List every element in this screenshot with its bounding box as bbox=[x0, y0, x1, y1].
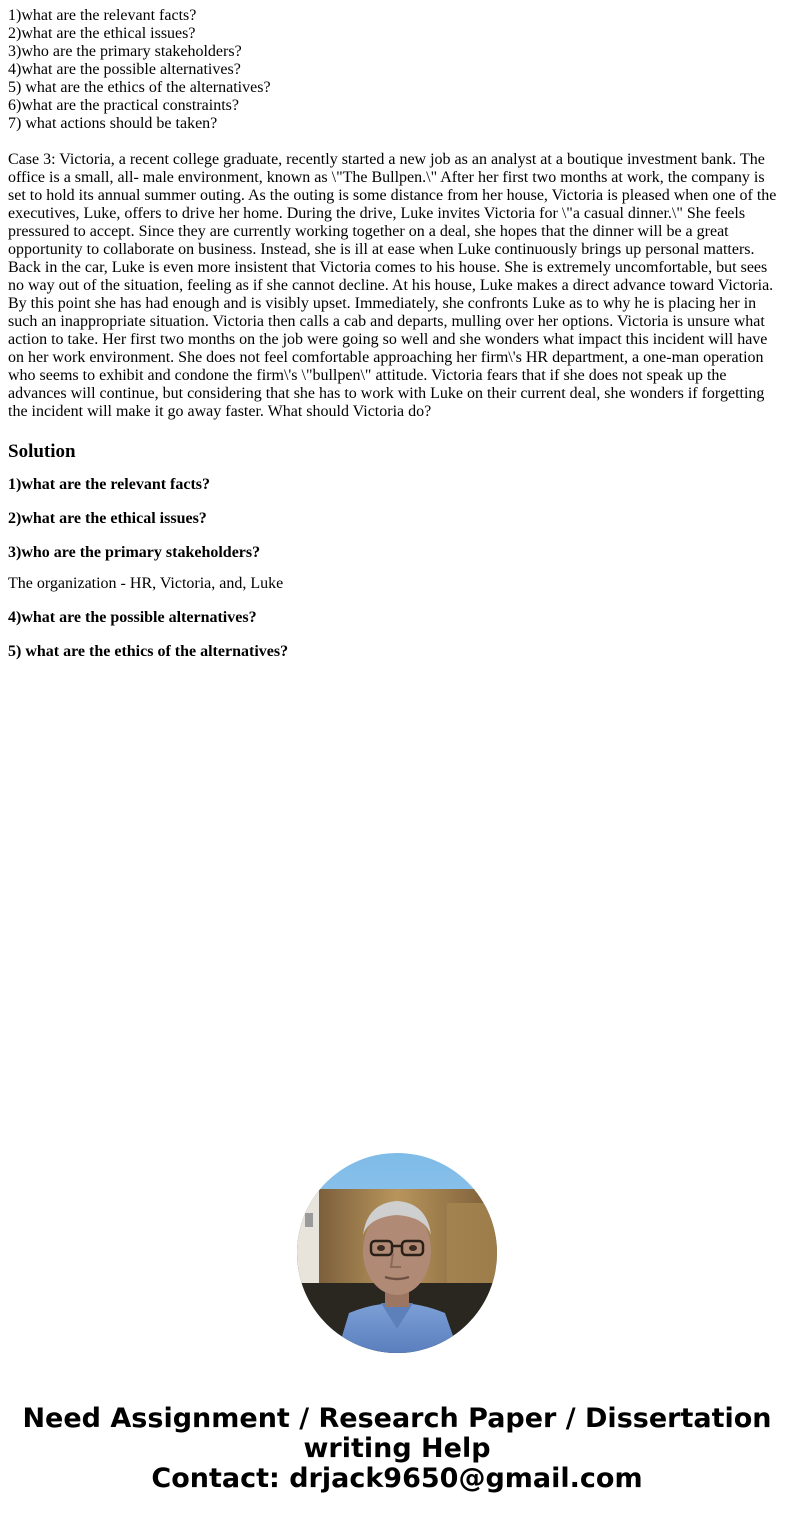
question-item: 2)what are the ethical issues? bbox=[8, 25, 196, 42]
question-list bbox=[8, 7, 780, 133]
question-item: 4)what are the possible alternatives? bbox=[8, 61, 241, 78]
question-item: 1)what are the relevant facts? bbox=[8, 7, 197, 24]
promo-line-1: Need Assignment / Research Paper / Dissertation bbox=[22, 1403, 772, 1434]
solution-question-3: 3)who are the primary stakeholders? bbox=[8, 544, 261, 561]
solution-question-1: 1)what are the relevant facts? bbox=[8, 476, 211, 493]
question-item: 7) what actions should be taken? bbox=[8, 115, 218, 132]
solution-question-2: 2)what are the ethical issues? bbox=[8, 510, 207, 527]
promo-footer bbox=[0, 1404, 794, 1494]
question-item: 5) what are the ethics of the alternatives? bbox=[8, 79, 271, 96]
author-avatar bbox=[297, 1153, 497, 1353]
solution-answer-3: The organization - HR, Victoria, and, Luke bbox=[8, 575, 284, 592]
case-description: Case 3: Victoria, a recent college graduate, recently started a new job as an analyst at a boutique investment bank. The office is a small, all- male environment, known as \"The Bullpen.\" After her first two months at work, the company is set to hold its annual summer outing. As the outing is some distance from her house, Victoria is pleased when one of the executives, Luke, offers to drive her home. During the drive, Luke invites Victoria for \"a casual dinner.\" She feels pressured to accept. Since they are currently working together on a deal, she hopes that the dinner will be a great opportunity to collaborate on business. Instead, she is ill at ease when Luke continuously brings up personal matters. Back in the car, Luke is even more insistent that Victoria comes to his house. She is extremely uncomfortable, but sees no way out of the situation, feeling as if she cannot decline. At his house, Luke makes a direct advance toward Victoria. By this point she has had enough and is visibly upset. Immediately, she confronts Luke as to why he is placing her in such an inappropriate situation. Victoria then calls a cab and departs, mulling over her options. Victoria is unsure what action to take. Her first two months on the job were going so well and she wonders what impact this incident will have on her work environment. She does not feel comfortable approaching her firm\'s HR department, a one-man operation who seems to exhibit and condone the firm\'s \"bullpen\" attitude. Victoria fears that if she does not speak up the advances will continue, but considering that she has to work with Luke on their current deal, she wonders if forgetting the incident will make it go away faster. What should Victoria do? bbox=[8, 151, 777, 420]
solution-heading: Solution bbox=[8, 441, 76, 462]
promo-line-2: writing Help bbox=[303, 1433, 491, 1464]
solution-question-4: 4)what are the possible alternatives? bbox=[8, 609, 257, 626]
document-body bbox=[8, 7, 780, 661]
author-portrait-image bbox=[297, 1153, 497, 1353]
solution-question-5: 5) what are the ethics of the alternatives? bbox=[8, 643, 289, 660]
promo-contact: Contact: drjack9650@gmail.com bbox=[151, 1463, 643, 1494]
question-item: 3)who are the primary stakeholders? bbox=[8, 43, 242, 60]
question-item: 6)what are the practical constraints? bbox=[8, 97, 239, 114]
